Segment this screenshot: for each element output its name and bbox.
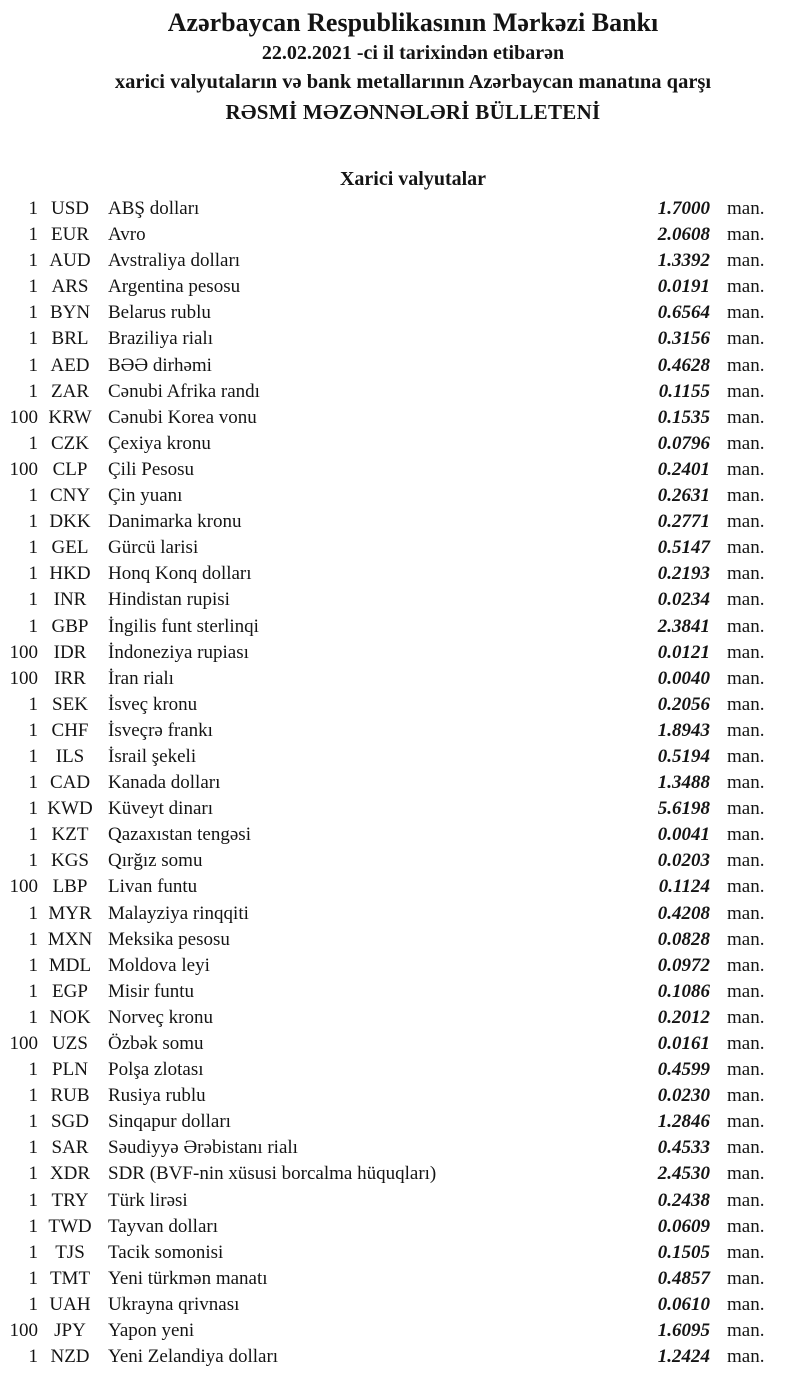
currency-code-cell: RUB <box>50 1085 90 1107</box>
quantity-cell: 1 <box>28 224 38 246</box>
table-row <box>0 744 800 770</box>
table-row <box>0 353 800 379</box>
currency-name-cell: Sinqapur dolları <box>108 1111 231 1133</box>
unit-cell: man. <box>727 719 765 741</box>
quantity-cell: 1 <box>28 615 38 637</box>
quantity-cell: 1 <box>28 563 38 585</box>
currency-code-cell: CHF <box>51 719 89 741</box>
currency-code-cell: EGP <box>52 980 88 1002</box>
currency-code-cell: MXN <box>47 928 93 950</box>
rate-cell: 0.4599 <box>657 1059 710 1081</box>
currency-code-cell: UAH <box>49 1293 91 1315</box>
currency-name-cell: Danimarka kronu <box>108 511 242 533</box>
quantity-cell: 100 <box>9 1320 38 1342</box>
rate-cell: 0.5194 <box>657 745 710 767</box>
unit-cell: man. <box>727 198 765 219</box>
unit-cell: man. <box>727 458 765 480</box>
rate-cell: 0.3156 <box>657 328 710 350</box>
rate-cell: 0.2631 <box>657 485 710 507</box>
unit-cell: man. <box>727 250 765 272</box>
table-row <box>0 587 800 613</box>
table-row <box>0 848 800 874</box>
table-row <box>0 457 800 483</box>
rate-cell: 5.6198 <box>657 798 710 820</box>
currency-code-cell: IRR <box>54 667 86 689</box>
unit-cell: man. <box>727 485 765 507</box>
quantity-cell: 1 <box>28 328 38 350</box>
currency-code-cell: TMT <box>49 1267 91 1289</box>
currency-code-cell: XDR <box>49 1163 91 1185</box>
document-header <box>0 6 800 127</box>
currency-code-cell: BYN <box>49 302 91 324</box>
currency-code-cell: KWD <box>47 798 93 820</box>
unit-cell: man. <box>727 980 765 1002</box>
currency-code-cell: ILS <box>55 745 85 767</box>
unit-cell: man. <box>727 589 765 611</box>
unit-cell: man. <box>727 1111 765 1133</box>
quantity-cell: 1 <box>28 485 38 507</box>
currency-code-cell: CLP <box>52 458 88 480</box>
currency-code-cell: HKD <box>49 563 91 585</box>
unit-cell: man. <box>727 772 765 794</box>
unit-cell: man. <box>727 1163 765 1185</box>
currency-code-cell: SEK <box>52 693 88 715</box>
unit-cell: man. <box>727 1085 765 1107</box>
currency-code-cell: SGD <box>50 1111 89 1133</box>
quantity-cell: 100 <box>9 406 38 428</box>
currency-code-cell: KGS <box>50 850 89 872</box>
currency-code-cell: TWD <box>48 1215 92 1237</box>
unit-cell: man. <box>727 328 765 350</box>
quantity-cell: 1 <box>28 850 38 872</box>
table-row <box>0 1344 800 1370</box>
currency-name-cell: Braziliya rialı <box>108 328 213 350</box>
quantity-cell: 1 <box>28 589 38 611</box>
rate-cell: 0.0203 <box>657 850 710 872</box>
currency-code-cell: UZS <box>52 1033 88 1054</box>
table-row <box>0 692 800 718</box>
unit-cell: man. <box>727 1006 765 1028</box>
currency-code-cell: EUR <box>51 224 89 246</box>
rate-cell: 0.0610 <box>657 1293 710 1315</box>
currency-name-cell: Belarus rublu <box>108 302 211 324</box>
page-title: Azərbaycan Respublikasının Mərkəzi Bankı <box>167 8 659 37</box>
currency-name-cell: Yapon yeni <box>108 1320 195 1342</box>
currency-code-cell: BRL <box>51 328 89 350</box>
currency-name-cell: SDR (BVF-nin xüsusi borcalma hüquqları) <box>108 1163 437 1185</box>
currency-name-cell: İsveç kronu <box>108 693 198 715</box>
currency-name-cell: İsrail şekeli <box>108 745 197 767</box>
currency-name-cell: Argentina pesosu <box>108 276 241 298</box>
rate-cell: 1.7000 <box>657 198 710 219</box>
table-row <box>0 300 800 326</box>
rate-cell: 1.3488 <box>657 772 710 794</box>
currency-name-cell: BƏƏ dirhəmi <box>108 354 212 376</box>
table-row <box>0 901 800 927</box>
currency-name-cell: Yeni türkmən manatı <box>108 1267 268 1289</box>
quantity-cell: 100 <box>9 876 38 898</box>
table-row <box>0 1292 800 1318</box>
currency-name-cell: Çin yuanı <box>108 485 183 507</box>
table-row <box>0 431 800 457</box>
rate-cell: 0.0609 <box>657 1215 710 1237</box>
table-row <box>0 1266 800 1292</box>
rate-cell: 1.8943 <box>657 719 710 741</box>
unit-cell: man. <box>727 1241 765 1263</box>
currency-name-cell: Gürcü larisi <box>108 537 199 559</box>
table-row <box>0 718 800 744</box>
table-row <box>0 1083 800 1109</box>
currency-name-cell: Malayziya rinqqiti <box>108 902 249 924</box>
unit-cell: man. <box>727 563 765 585</box>
table-row <box>0 405 800 431</box>
quantity-cell: 1 <box>28 1189 38 1211</box>
rate-cell: 0.1124 <box>658 876 710 898</box>
table-row <box>0 274 800 300</box>
currency-name-cell: Cənubi Afrika randı <box>108 380 260 402</box>
quantity-cell: 1 <box>28 1006 38 1028</box>
currency-code-cell: ARS <box>51 276 89 298</box>
currency-code-cell: CZK <box>51 432 89 454</box>
rate-cell: 0.2012 <box>657 1006 710 1028</box>
currency-name-cell: Avstraliya dolları <box>108 250 241 272</box>
rate-cell: 0.0972 <box>657 954 710 976</box>
rate-cell: 0.1535 <box>657 406 710 428</box>
table-row <box>0 796 800 822</box>
currency-name-cell: İsveçrə frankı <box>108 719 213 741</box>
currency-name-cell: Rusiya rublu <box>108 1085 206 1107</box>
unit-cell: man. <box>727 276 765 298</box>
table-row <box>0 561 800 587</box>
unit-cell: man. <box>727 954 765 976</box>
table-row <box>0 326 800 352</box>
table-row <box>0 1214 800 1240</box>
unit-cell: man. <box>727 1189 765 1211</box>
rate-cell: 1.3392 <box>657 250 710 272</box>
rate-cell: 0.4208 <box>657 902 710 924</box>
quantity-cell: 1 <box>28 693 38 715</box>
quantity-cell: 1 <box>28 1111 38 1133</box>
rate-cell: 0.0040 <box>657 667 710 689</box>
rate-cell: 0.2401 <box>657 458 710 480</box>
currency-code-cell: LBP <box>52 876 88 898</box>
currency-code-cell: NZD <box>50 1346 90 1368</box>
currency-name-cell: Norveç kronu <box>108 1006 213 1028</box>
currency-name-cell: Cənubi Korea vonu <box>108 406 257 428</box>
currency-code-cell: TJS <box>55 1241 85 1263</box>
currency-code-cell: TRY <box>51 1189 89 1211</box>
rate-cell: 0.2771 <box>657 511 710 533</box>
currency-name-cell: Avro <box>108 224 146 246</box>
currency-code-cell: NOK <box>49 1006 91 1028</box>
bulletin-title: RƏSMİ MƏZƏNNƏLƏRİ BÜLLETENİ <box>225 100 601 124</box>
rate-cell: 0.6564 <box>657 302 710 324</box>
table-row <box>0 222 800 248</box>
quantity-cell: 1 <box>28 1267 38 1289</box>
rate-cell: 0.0121 <box>657 641 710 663</box>
table-row <box>0 535 800 561</box>
unit-cell: man. <box>727 511 765 533</box>
unit-cell: man. <box>727 824 765 846</box>
unit-cell: man. <box>727 902 765 924</box>
table-row <box>0 640 800 666</box>
unit-cell: man. <box>727 798 765 820</box>
currency-name-cell: Polşa zlotası <box>108 1059 204 1081</box>
quantity-cell: 100 <box>9 667 38 689</box>
quantity-cell: 1 <box>28 250 38 272</box>
rate-cell: 0.1155 <box>658 380 710 402</box>
table-row <box>0 953 800 979</box>
quantity-cell: 1 <box>28 1137 38 1159</box>
unit-cell: man. <box>727 302 765 324</box>
currency-name-cell: Tacik somonisi <box>108 1241 224 1263</box>
currency-name-cell: Küveyt dinarı <box>108 798 214 820</box>
table-row <box>0 770 800 796</box>
unit-cell: man. <box>727 1033 765 1054</box>
currency-name-cell: Moldova leyi <box>108 954 210 976</box>
table-row <box>0 1161 800 1187</box>
rate-cell: 0.2056 <box>657 693 710 715</box>
quantity-cell: 1 <box>28 745 38 767</box>
table-row <box>0 248 800 274</box>
quantity-cell: 1 <box>28 719 38 741</box>
rate-cell: 2.4530 <box>657 1163 710 1185</box>
currency-code-cell: AUD <box>49 250 91 272</box>
rate-cell: 1.2424 <box>657 1346 710 1368</box>
table-row <box>0 1057 800 1083</box>
rate-cell: 0.0796 <box>657 432 710 454</box>
header-subtitle: xarici valyutaların və bank metallarının Azərbaycan manatına qarşı <box>114 71 712 93</box>
unit-cell: man. <box>727 1215 765 1237</box>
currency-code-cell: IDR <box>53 641 87 663</box>
currency-name-cell: Qazaxıstan tengəsi <box>108 824 251 846</box>
quantity-cell: 1 <box>28 537 38 559</box>
rate-cell: 0.0828 <box>657 928 710 950</box>
currency-code-cell: PLN <box>52 1059 88 1081</box>
quantity-cell: 1 <box>28 511 38 533</box>
currency-rate-table <box>0 196 800 1370</box>
unit-cell: man. <box>727 693 765 715</box>
quantity-cell: 100 <box>9 641 38 663</box>
unit-cell: man. <box>727 224 765 246</box>
unit-cell: man. <box>727 928 765 950</box>
quantity-cell: 1 <box>28 276 38 298</box>
unit-cell: man. <box>727 1059 765 1081</box>
rate-cell: 0.0191 <box>657 276 710 298</box>
currency-code-cell: INR <box>53 589 87 611</box>
unit-cell: man. <box>727 641 765 663</box>
rate-cell: 0.2193 <box>657 563 710 585</box>
quantity-cell: 1 <box>28 824 38 846</box>
unit-cell: man. <box>727 745 765 767</box>
currency-name-cell: Özbək somu <box>108 1033 204 1054</box>
currency-code-cell: ZAR <box>51 380 89 402</box>
currency-code-cell: KRW <box>48 406 92 428</box>
quantity-cell: 1 <box>28 432 38 454</box>
currency-code-cell: AED <box>50 354 90 376</box>
currency-code-cell: GBP <box>51 615 89 637</box>
currency-code-cell: JPY <box>54 1320 86 1342</box>
currency-name-cell: Tayvan dolları <box>108 1215 218 1237</box>
currency-name-cell: Yeni Zelandiya dolları <box>108 1346 279 1368</box>
quantity-cell: 1 <box>28 198 38 219</box>
currency-name-cell: Səudiyyə Ərəbistanı rialı <box>108 1137 298 1159</box>
unit-cell: man. <box>727 1267 765 1289</box>
currency-name-cell: Meksika pesosu <box>108 928 230 950</box>
table-row <box>0 927 800 953</box>
table-row <box>0 509 800 535</box>
currency-name-cell: Kanada dolları <box>108 772 221 794</box>
unit-cell: man. <box>727 406 765 428</box>
quantity-cell: 1 <box>28 772 38 794</box>
currency-name-cell: Ukrayna qrivnası <box>108 1293 240 1315</box>
quantity-cell: 1 <box>28 1163 38 1185</box>
unit-cell: man. <box>727 354 765 376</box>
currency-name-cell: ABŞ dolları <box>108 198 200 219</box>
quantity-cell: 1 <box>28 1346 38 1368</box>
quantity-cell: 1 <box>28 954 38 976</box>
currency-code-cell: CNY <box>49 485 91 507</box>
rate-cell: 0.4628 <box>657 354 710 376</box>
rate-cell: 0.1086 <box>657 980 710 1002</box>
rate-cell: 0.0041 <box>657 824 710 846</box>
rate-cell: 0.0230 <box>657 1085 710 1107</box>
table-row <box>0 822 800 848</box>
quantity-cell: 1 <box>28 380 38 402</box>
table-row <box>0 1318 800 1344</box>
currency-code-cell: USD <box>50 198 89 219</box>
rate-cell: 0.2438 <box>657 1189 710 1211</box>
unit-cell: man. <box>727 850 765 872</box>
table-row <box>0 614 800 640</box>
currency-name-cell: Honq Konq dolları <box>108 563 252 585</box>
quantity-cell: 1 <box>28 1293 38 1315</box>
currency-name-cell: Çili Pesosu <box>108 458 195 480</box>
quantity-cell: 100 <box>9 1033 38 1054</box>
table-row <box>0 874 800 900</box>
quantity-cell: 1 <box>28 354 38 376</box>
currency-code-cell: KZT <box>51 824 89 846</box>
currency-name-cell: Türk lirəsi <box>108 1189 188 1211</box>
quantity-cell: 1 <box>28 798 38 820</box>
rate-cell: 0.4533 <box>657 1137 710 1159</box>
effective-date-line: 22.02.2021 -ci il tarixindən etibarən <box>261 42 565 64</box>
unit-cell: man. <box>727 1346 765 1368</box>
unit-cell: man. <box>727 537 765 559</box>
rate-cell: 0.5147 <box>657 537 710 559</box>
table-row <box>0 1031 800 1057</box>
unit-cell: man. <box>727 876 765 898</box>
quantity-cell: 1 <box>28 1241 38 1263</box>
quantity-cell: 1 <box>28 980 38 1002</box>
currency-name-cell: Misir funtu <box>108 980 195 1002</box>
rate-cell: 2.3841 <box>657 615 710 637</box>
currency-name-cell: Livan funtu <box>108 876 198 898</box>
unit-cell: man. <box>727 615 765 637</box>
quantity-cell: 1 <box>28 302 38 324</box>
unit-cell: man. <box>727 1137 765 1159</box>
rate-cell: 0.4857 <box>657 1267 710 1289</box>
rate-cell: 2.0608 <box>657 224 710 246</box>
unit-cell: man. <box>727 1293 765 1315</box>
table-row <box>0 1240 800 1266</box>
unit-cell: man. <box>727 432 765 454</box>
currency-code-cell: GEL <box>51 537 89 559</box>
table-row <box>0 1188 800 1214</box>
table-row <box>0 483 800 509</box>
table-row <box>0 1135 800 1161</box>
quantity-cell: 1 <box>28 1085 38 1107</box>
quantity-cell: 1 <box>28 902 38 924</box>
unit-cell: man. <box>727 1320 765 1342</box>
currency-name-cell: Çexiya kronu <box>108 432 211 454</box>
rate-cell: 1.2846 <box>657 1111 710 1133</box>
table-row <box>0 379 800 405</box>
currency-name-cell: İndoneziya rupiası <box>108 641 249 663</box>
currency-name-cell: İran rialı <box>108 667 174 689</box>
currency-name-cell: Hindistan rupisi <box>108 589 230 611</box>
currency-code-cell: MYR <box>48 902 92 924</box>
rate-cell: 0.0234 <box>657 589 710 611</box>
table-row <box>0 979 800 1005</box>
currency-code-cell: MDL <box>48 954 92 976</box>
currency-code-cell: DKK <box>49 511 91 533</box>
rate-cell: 1.6095 <box>657 1320 710 1342</box>
currency-name-cell: İngilis funt sterlinqi <box>108 615 259 637</box>
section-title-foreign-currencies: Xarici valyutalar <box>339 168 487 190</box>
unit-cell: man. <box>727 380 765 402</box>
table-row <box>0 196 800 222</box>
quantity-cell: 100 <box>9 458 38 480</box>
table-row <box>0 1109 800 1135</box>
unit-cell: man. <box>727 667 765 689</box>
table-row <box>0 1005 800 1031</box>
rate-cell: 0.0161 <box>657 1033 710 1054</box>
currency-code-cell: CAD <box>49 772 91 794</box>
quantity-cell: 1 <box>28 1059 38 1081</box>
rate-cell: 0.1505 <box>657 1241 710 1263</box>
currency-code-cell: SAR <box>51 1137 89 1159</box>
quantity-cell: 1 <box>28 1215 38 1237</box>
currency-name-cell: Qırğız somu <box>108 850 203 872</box>
table-row <box>0 666 800 692</box>
quantity-cell: 1 <box>28 928 38 950</box>
